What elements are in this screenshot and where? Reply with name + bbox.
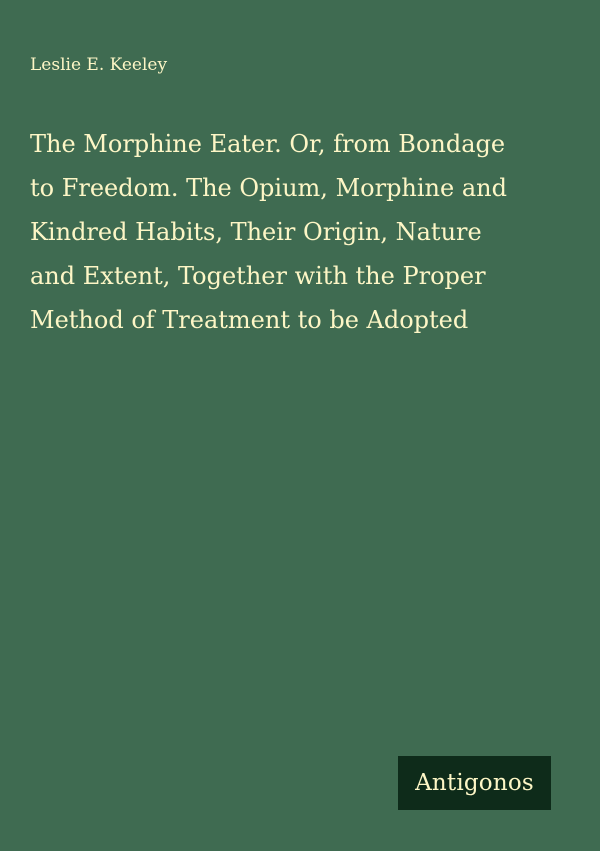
book-title [30, 122, 575, 342]
title-line-2: to Freedom. The Opium, Morphine and [30, 174, 507, 202]
publisher-name: Antigonos [415, 770, 534, 796]
title-line-5: Method of Treatment to be Adopted [30, 306, 469, 334]
publisher-logo [398, 756, 551, 810]
title-line-1: The Morphine Eater. Or, from Bondage [30, 130, 506, 158]
title-line-4: and Extent, Together with the Proper [30, 262, 486, 290]
author-name: Leslie E. Keeley [30, 55, 168, 75]
title-line-3: Kindred Habits, Their Origin, Nature [30, 218, 482, 246]
